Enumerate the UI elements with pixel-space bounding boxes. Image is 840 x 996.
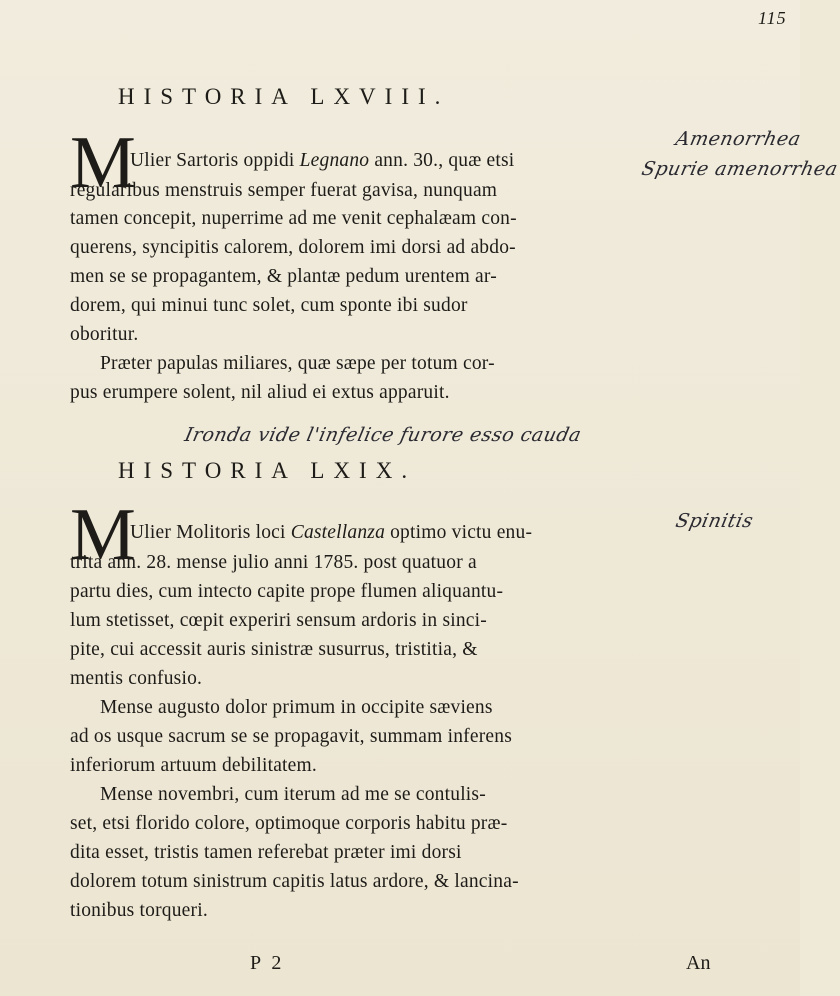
- text-line: Ulier Molitoris loci Castellanza optimo victu enu-: [130, 522, 533, 543]
- text-line: oboritur.: [70, 324, 139, 345]
- text-line: inferiorum artuum debilitatem.: [70, 755, 317, 776]
- text-line: Præter papulas miliares, quæ sæpe per totum cor-: [100, 353, 495, 374]
- text-line: Mense novembri, cum iterum ad me se contulis-: [100, 784, 486, 805]
- handwritten-annotation: Amenorrhea: [673, 128, 803, 150]
- text-line: dolorem totum sinistrum capitis latus ardore, & lancina-: [70, 871, 519, 892]
- dropcap-2: M: [70, 494, 134, 576]
- handwritten-annotation: Ironda vide l'infelice furore esso cauda: [182, 424, 584, 446]
- text-line: men se se propagantem, & plantæ pedum urentem ar-: [70, 266, 497, 287]
- text-line: set, etsi florido colore, optimoque corporis habitu præ-: [70, 813, 508, 834]
- text-line: querens, syncipitis calorem, dolorem imi dorsi ad abdo-: [70, 237, 516, 258]
- text-line: lum stetisset, cœpit experiri sensum ardoris in sinci-: [70, 610, 487, 631]
- signature-mark: P 2: [250, 952, 285, 974]
- handwritten-annotation: Spinitis: [673, 510, 756, 532]
- text-line: ad os usque sacrum se se propagavit, summam inferens: [70, 726, 512, 747]
- text-line: partu dies, cum intecto capite prope flumen aliquantu-: [70, 581, 504, 602]
- handwritten-annotation: Spurie amenorrhea: [639, 158, 840, 180]
- text-line: trita ann. 28. mense julio anni 1785. post quatuor a: [70, 552, 477, 573]
- catchword: An: [686, 952, 711, 974]
- text-line: dorem, qui minui tunc solet, cum sponte ibi sudor: [70, 295, 468, 316]
- text-line: pite, cui accessit auris sinistræ susurrus, tristitia, &: [70, 639, 478, 660]
- text-line: mentis confusio.: [70, 668, 203, 689]
- text-line: tionibus torqueri.: [70, 900, 208, 921]
- section-heading-1: HISTORIA LXVIII.: [118, 84, 450, 109]
- dropcap-1: M: [70, 122, 134, 204]
- text-line: dita esset, tristis tamen referebat præter imi dorsi: [70, 842, 462, 863]
- text-line: regularibus menstruis semper fuerat gavisa, nunquam: [70, 180, 498, 201]
- text-line: Ulier Sartoris oppidi Legnano ann. 30., quæ etsi: [130, 150, 515, 171]
- section-heading-2: HISTORIA LXIX.: [118, 458, 417, 483]
- page-number: 115: [758, 8, 787, 28]
- text-line: pus erumpere solent, nil aliud ei extus apparuit.: [70, 382, 450, 403]
- text-line: Mense augusto dolor primum in occipite sæviens: [100, 697, 493, 718]
- text-line: tamen concepit, nuperrime ad me venit cephalæam con-: [70, 208, 517, 229]
